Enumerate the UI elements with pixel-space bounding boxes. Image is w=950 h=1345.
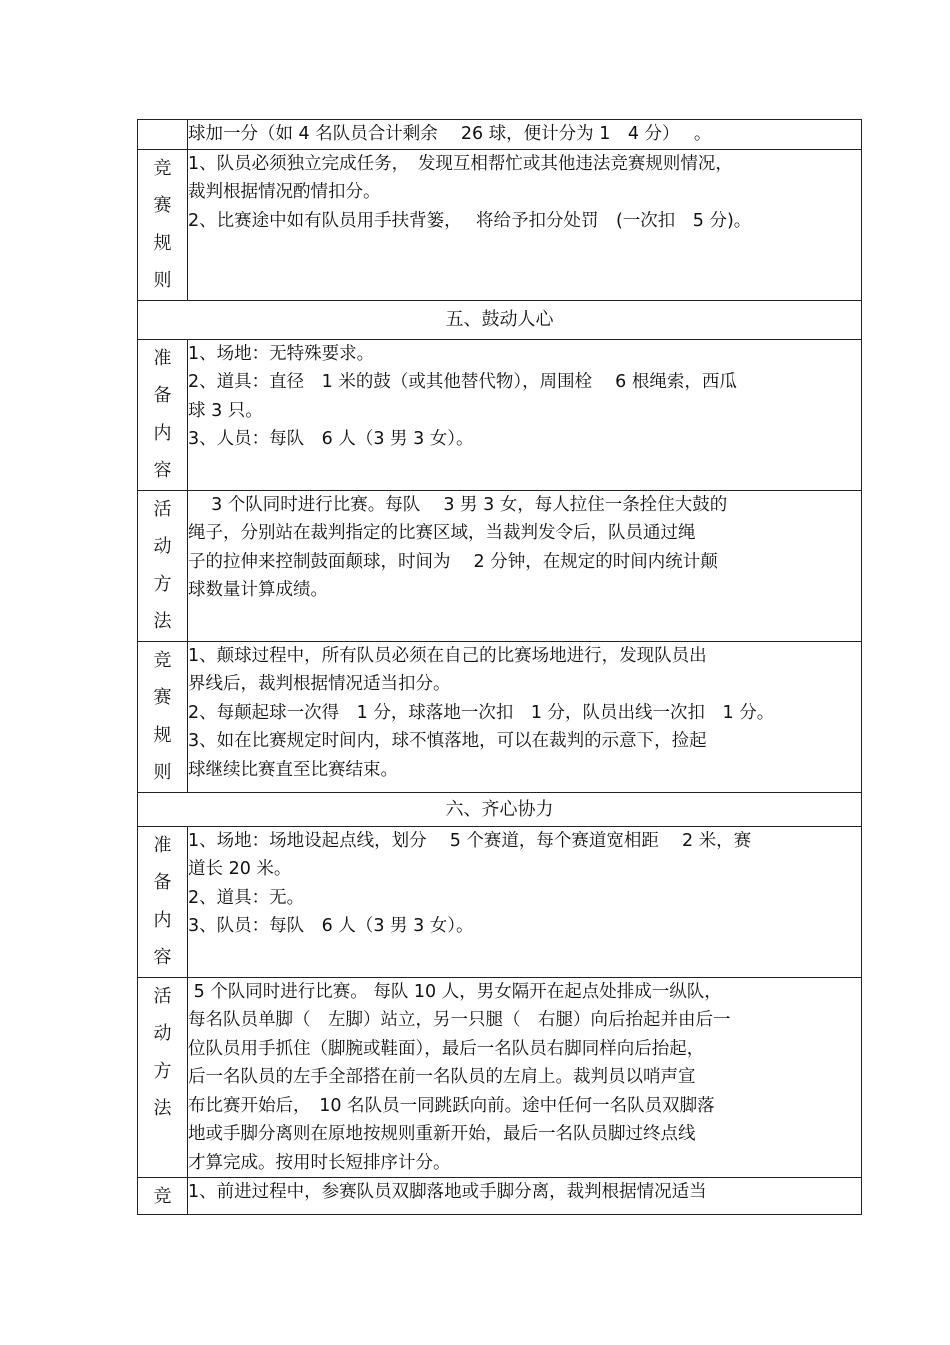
- text-line: 界线后，裁判根据情况适当扣分。: [188, 674, 451, 694]
- label-char: 方: [153, 573, 172, 595]
- text-line: 2、每颠起球一次得 1 分，球落地一次扣 1 分，队员出线一次扣 1 分。: [188, 702, 775, 723]
- text-line: 5 个队同时进行比赛。 每队 10 人，男女隔开在起点处排成一纵队，: [188, 981, 722, 1002]
- text-line: 1、场地：无特殊要求。: [188, 343, 375, 364]
- row-body: [188, 490, 862, 641]
- label-char: 法: [153, 611, 172, 632]
- table-row: [138, 339, 862, 490]
- label-char: 备: [153, 385, 172, 406]
- row-label: [138, 977, 188, 1178]
- label-char: 动: [153, 536, 172, 557]
- section-title: 五、鼓动人心: [138, 300, 862, 339]
- row-label: [138, 641, 188, 792]
- label-char: 容: [153, 460, 172, 481]
- label-clip: [138, 1178, 187, 1214]
- text-line: 3、如在比赛规定时间内，球不慎落地，可以在裁判的示意下，捡起: [188, 731, 707, 751]
- row-label: [138, 490, 188, 641]
- label-char: 方: [153, 1060, 172, 1082]
- text-line: 3、队员：每队 6 人（3 男 3 女）。: [188, 916, 474, 936]
- text-line: 球加一分（如 4 名队员合计剩余 26 球，便计分为 1 4 分） 。: [188, 124, 712, 144]
- text-line: 道长 20 米。: [188, 859, 292, 879]
- row-label: [138, 1178, 188, 1215]
- text-line: 3 个队同时进行比赛。每队 3 男 3 女，每人拉住一条拴住大鼓的: [188, 494, 728, 515]
- table-row: [138, 1178, 862, 1215]
- text-line: 1、颠球过程中，所有队员必须在自己的比赛场地进行，发现队员出: [188, 645, 707, 666]
- text-line: 3、人员：每队 6 人（3 男 3 女）。: [188, 429, 474, 449]
- row-body: [188, 339, 862, 490]
- row-label-empty: [138, 120, 188, 150]
- label-char: 则: [153, 762, 172, 783]
- text-line: 1、场地：场地设起点线，划分 5 个赛道，每个赛道宽相距 2 米，赛: [188, 830, 752, 851]
- text-line: 球数量计算成绩。: [188, 580, 328, 600]
- row-body: [188, 641, 862, 792]
- label-char: 赛: [153, 195, 172, 216]
- text-line: 布比赛开始后， 10 名队员一同跳跃向前。途中任何一名队员双脚落: [188, 1095, 715, 1116]
- label-char: 备: [153, 872, 172, 893]
- table-row: [138, 490, 862, 641]
- label-char: 竞: [153, 157, 172, 179]
- text-line: 地或手脚分离则在原地按规则重新开始，最后一名队员脚过终点线: [188, 1124, 696, 1144]
- row-body: [188, 826, 862, 977]
- text-line: 1、队员必须独立完成任务， 发现互相帮忙或其他违法竞赛规则情况，: [188, 153, 733, 174]
- rules-table: [137, 119, 862, 1215]
- text-line: 每名队员单脚（ 左脚）站立，另一只腿（ 右腿）向后抬起并由后一: [188, 1010, 731, 1030]
- row-label: [138, 339, 188, 490]
- text-line: 才算完成。按用时长短排序计分。: [188, 1152, 451, 1173]
- text-line: 子的拉伸来控制鼓面颠球，时间为 2 分钟，在规定的时间内统计颠: [188, 551, 718, 572]
- label-char: 规: [153, 232, 172, 254]
- label-char: 法: [153, 1098, 172, 1119]
- section-header: [138, 300, 862, 339]
- table-row: [138, 149, 862, 300]
- row-body: [188, 120, 862, 150]
- text-line: 位队员用手抓住（脚腕或鞋面），最后一名队员右脚同样向后抬起，: [188, 1038, 705, 1059]
- section-title: 六、齐心协力: [138, 792, 862, 826]
- label-char: 内: [153, 909, 172, 931]
- text-line: 2、道具：直径 1 米的鼓（或其他替代物），周围栓 6 根绳索，西瓜: [188, 372, 737, 392]
- row-body: [188, 149, 862, 300]
- row-body: [188, 977, 862, 1178]
- table-row: [138, 120, 862, 150]
- label-char: 赛: [153, 687, 172, 708]
- label-char: 动: [153, 1023, 172, 1044]
- row-body: [188, 1178, 862, 1215]
- table-row: [138, 826, 862, 977]
- table-row: [138, 641, 862, 792]
- text-line: 球继续比赛直至比赛结束。: [188, 759, 398, 780]
- label-char: 准: [153, 834, 172, 856]
- text-line: 2、比赛途中如有队员用手扶背篓， 将给予扣分处罚 (一次扣 5 分)。: [188, 210, 752, 231]
- row-label: [138, 826, 188, 977]
- text-line: 2、道具：无。: [188, 887, 305, 908]
- label-char: 规: [153, 724, 172, 746]
- label-char: 竞: [153, 649, 172, 671]
- label-char: 容: [153, 947, 172, 968]
- text-line: 后一名队员的左手全部搭在前一名队员的左肩上。裁判员以哨声宣: [188, 1067, 696, 1087]
- table-row: [138, 977, 862, 1178]
- row-label: [138, 149, 188, 300]
- label-char: 则: [153, 270, 172, 291]
- label-char: 内: [153, 422, 172, 444]
- text-line: 1、前进过程中，参赛队员双脚落地或手脚分离，裁判根据情况适当: [188, 1182, 707, 1202]
- label-char: 竞: [153, 1186, 172, 1207]
- text-line: 绳子，分别站在裁判指定的比赛区域，当裁判发令后，队员通过绳: [188, 523, 696, 543]
- text-line: 裁判根据情况酌情扣分。: [188, 182, 381, 202]
- text-line: 球 3 只。: [188, 400, 263, 421]
- label-char: 活: [153, 985, 172, 1007]
- section-header: [138, 792, 862, 826]
- label-char: 活: [153, 498, 172, 520]
- label-char: 准: [153, 347, 172, 369]
